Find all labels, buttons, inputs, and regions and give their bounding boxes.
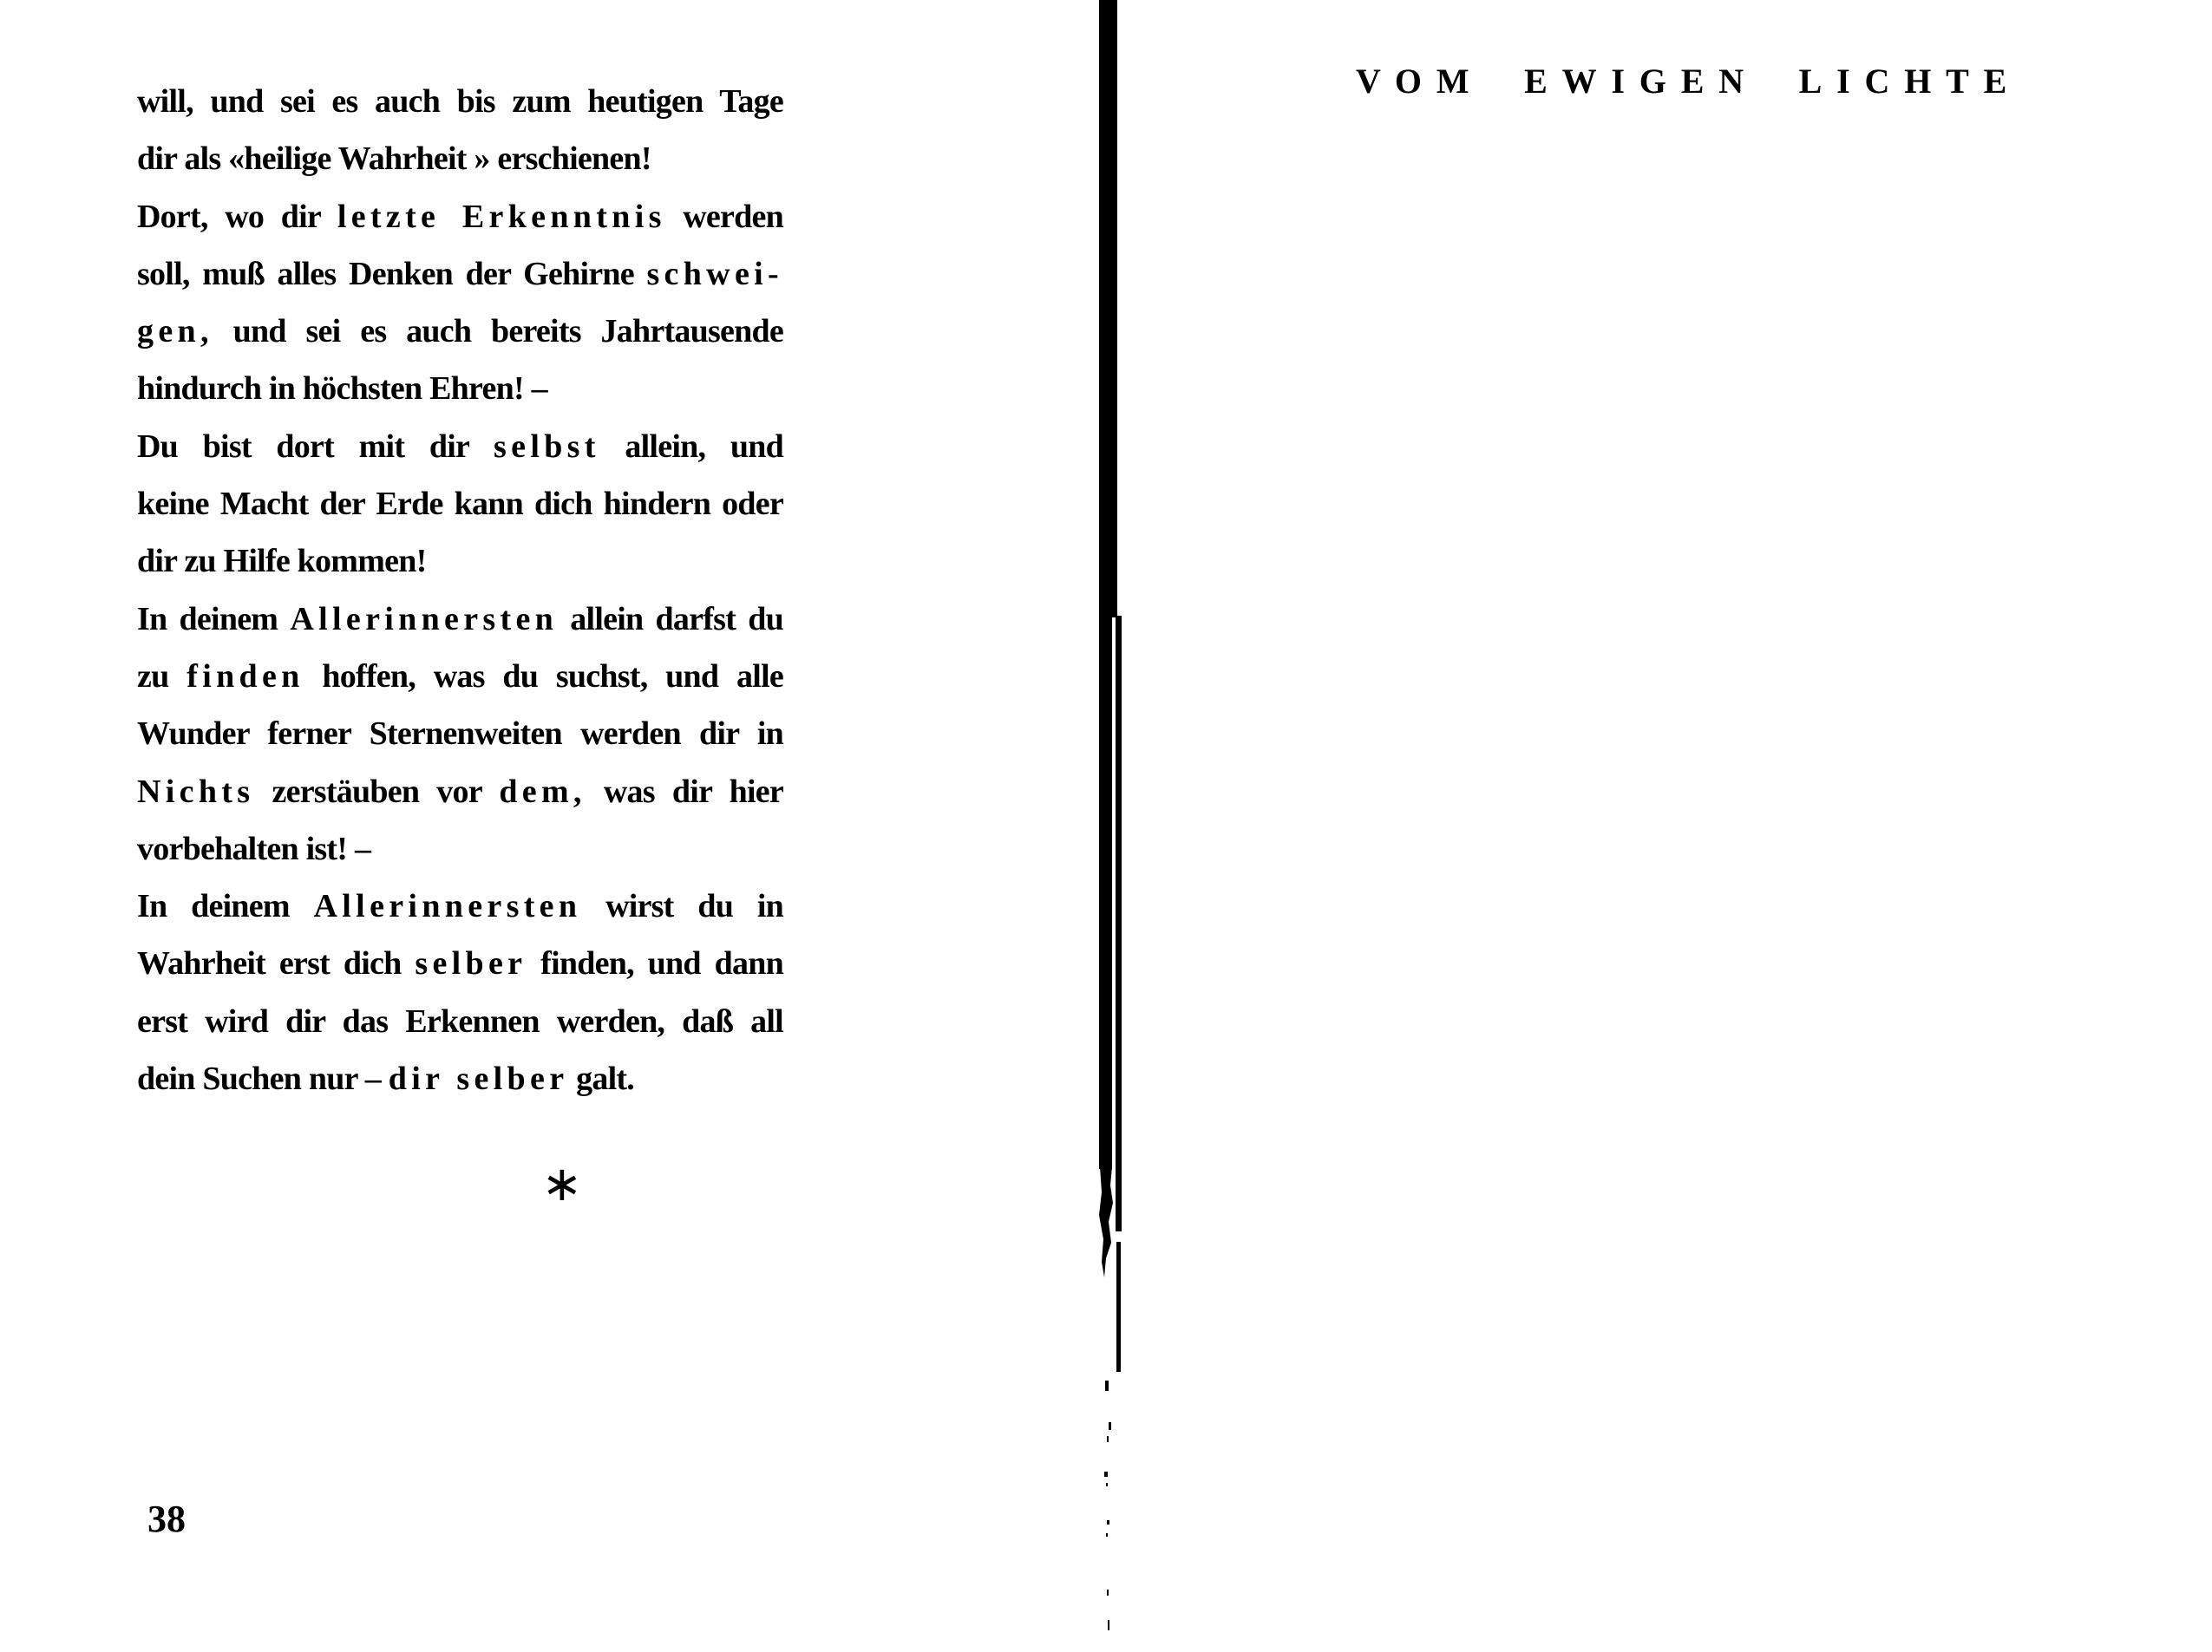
text-segment-spaced: finden (187, 657, 304, 695)
text-segment: hoffen, was du suchst, und alle (304, 657, 783, 695)
text-segment: wirst du in (581, 888, 783, 925)
text-line (137, 993, 783, 1050)
text-line (137, 878, 783, 935)
text-segment: dir als «heilige Wahrheit » erschienen! (137, 140, 651, 178)
text-line (137, 591, 783, 648)
text-segment: Wahrheit erst dich (137, 945, 416, 983)
book-gutter (1086, 0, 1138, 1648)
text-segment: hindurch in höchsten Ehren! – (137, 370, 547, 408)
text-segment-spaced: selbst (494, 428, 600, 465)
text-segment-spaced: Allerinnersten (290, 600, 559, 637)
text-line (137, 935, 783, 992)
text-line (137, 1050, 783, 1107)
text-line (137, 245, 783, 303)
text-line (137, 130, 783, 187)
gutter-line-graphic (1086, 0, 1138, 1648)
text-segment: und sei es auch bereits Jahrtausende (213, 313, 783, 350)
text-line (137, 820, 783, 878)
page-number: 38 (147, 1498, 186, 1540)
text-segment: Du bist dort mit dir (137, 428, 494, 465)
text-segment: galt. (568, 1061, 635, 1098)
text-segment: zerstäuben vor (254, 773, 500, 810)
text-segment-spaced: Nichts (137, 773, 255, 810)
text-segment: finden, und dann (527, 945, 783, 983)
text-line (137, 475, 783, 532)
text-segment: zu (137, 657, 187, 695)
text-segment: allein, und (599, 428, 783, 465)
text-segment-spaced: schwei- (646, 255, 783, 292)
chapter-header: VOM EWIGEN LICHTE (1356, 62, 2022, 101)
text-segment: dein Suchen nur – (137, 1061, 389, 1098)
text-line (137, 648, 783, 705)
text-line (137, 705, 783, 762)
body-text (137, 73, 783, 1107)
text-segment: In deinem (137, 600, 291, 637)
text-segment: keine Macht der Erde kann dich hindern oder (137, 486, 783, 523)
text-segment-spaced: Allerinnersten (313, 888, 582, 925)
text-segment: will, und sei es auch bis zum heutigen Tage (137, 83, 783, 120)
text-segment: erst wird dir das Erkennen werden, daß all (137, 1002, 783, 1040)
text-line (137, 532, 783, 590)
text-segment: allein darfst du (558, 600, 783, 637)
text-line (137, 303, 783, 360)
text-segment-spaced: letzte Erkenntnis (337, 198, 666, 235)
text-segment: Dort, wo dir (137, 198, 337, 235)
text-segment: was dir hier (586, 773, 783, 810)
text-line (137, 418, 783, 475)
text-segment: werden (665, 198, 783, 235)
text-segment: In deinem (137, 888, 314, 925)
text-segment: dir zu Hilfe kommen! (137, 543, 427, 580)
text-segment-spaced: dem, (499, 773, 586, 810)
text-line (137, 763, 783, 820)
text-line (137, 188, 783, 245)
text-segment: soll, muß alles Denken der Gehirne (137, 255, 647, 292)
text-segment-spaced: selber (415, 945, 527, 983)
text-segment: vorbehalten ist! – (137, 830, 371, 867)
text-segment-spaced: gen, (137, 313, 213, 350)
section-separator-asterisk: ∗ (541, 1156, 583, 1212)
text-segment: Wunder ferner Sternenweiten werden dir in (137, 715, 783, 753)
text-line (137, 73, 783, 130)
text-segment-spaced: dir selber (388, 1061, 569, 1098)
text-line (137, 360, 783, 417)
